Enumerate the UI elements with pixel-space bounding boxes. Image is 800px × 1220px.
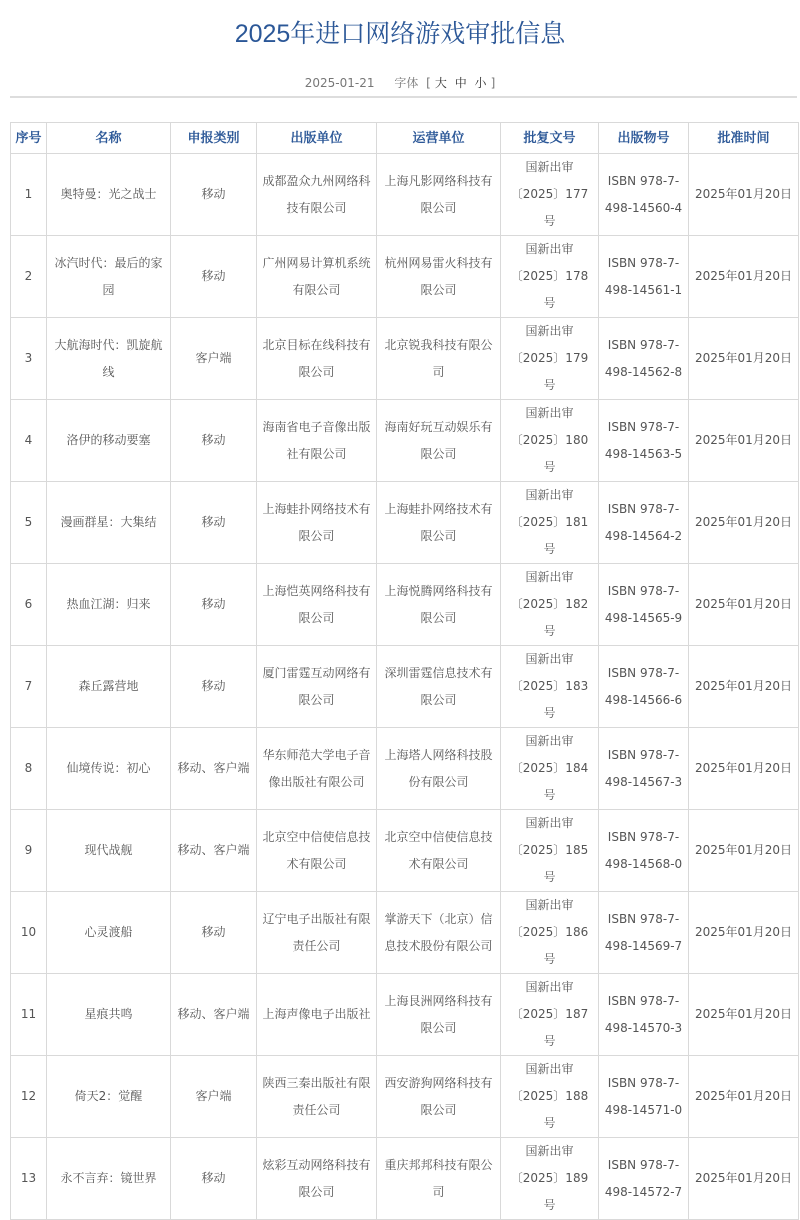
row-number-cell: 10 [11,892,47,974]
font-size-medium[interactable]: 中 [454,76,467,90]
approval-date-cell: 2025年01月20日 [689,728,799,810]
approval-table [10,122,799,1220]
table-row [11,154,799,236]
publisher-cell: 广州网易计算机系统有限公司 [257,236,377,318]
operator-cell: 深圳雷霆信息技术有限公司 [377,646,501,728]
isbn-cell: ISBN 978-7-498-14560-4 [599,154,689,236]
table-row [11,400,799,482]
approval-date-cell: 2025年01月20日 [689,892,799,974]
approval-number-cell: 国新出审〔2025〕177号 [501,154,599,236]
approval-number-cell: 国新出审〔2025〕188号 [501,1056,599,1138]
table-row [11,318,799,400]
category-cell: 移动 [171,564,257,646]
approval-date-cell: 2025年01月20日 [689,810,799,892]
publisher-cell: 华东师范大学电子音像出版社有限公司 [257,728,377,810]
approval-number-cell: 国新出审〔2025〕189号 [501,1138,599,1220]
approval-number-cell: 国新出审〔2025〕183号 [501,646,599,728]
publisher-cell: 北京目标在线科技有限公司 [257,318,377,400]
category-cell: 移动 [171,154,257,236]
publisher-cell: 厦门雷霆互动网络有限公司 [257,646,377,728]
table-row [11,728,799,810]
column-header-operator: 运营单位 [377,123,501,154]
approval-date-cell: 2025年01月20日 [689,482,799,564]
operator-cell: 掌游天下（北京）信息技术股份有限公司 [377,892,501,974]
category-cell: 移动 [171,236,257,318]
row-number-cell: 9 [11,810,47,892]
approval-date-cell: 2025年01月20日 [689,400,799,482]
publisher-cell: 辽宁电子出版社有限责任公司 [257,892,377,974]
column-header-row-number: 序号 [11,123,47,154]
game-name-cell: 大航海时代：凯旋航线 [47,318,171,400]
column-header-approval-number: 批复文号 [501,123,599,154]
game-name-cell: 倚天2：觉醒 [47,1056,171,1138]
table-row [11,974,799,1056]
category-cell: 移动 [171,1138,257,1220]
approval-number-cell: 国新出审〔2025〕181号 [501,482,599,564]
operator-cell: 北京锐我科技有限公司 [377,318,501,400]
article-meta [0,74,800,91]
operator-cell: 西安游狗网络科技有限公司 [377,1056,501,1138]
table-row [11,810,799,892]
approval-number-cell: 国新出审〔2025〕184号 [501,728,599,810]
operator-cell: 重庆邦邦科技有限公司 [377,1138,501,1220]
approval-date-cell: 2025年01月20日 [689,564,799,646]
page-title: 2025年进口网络游戏审批信息 [234,20,566,48]
row-number-cell: 5 [11,482,47,564]
approval-date-cell: 2025年01月20日 [689,154,799,236]
row-number-cell: 7 [11,646,47,728]
column-header-game-name: 名称 [47,123,171,154]
category-cell: 移动 [171,482,257,564]
table-row [11,564,799,646]
category-cell: 移动、客户端 [171,974,257,1056]
publisher-cell: 北京空中信使信息技术有限公司 [257,810,377,892]
category-cell: 移动 [171,646,257,728]
approval-number-cell: 国新出审〔2025〕182号 [501,564,599,646]
isbn-cell: ISBN 978-7-498-14564-2 [599,482,689,564]
game-name-cell: 漫画群星：大集结 [47,482,171,564]
operator-cell: 上海塔人网络科技股份有限公司 [377,728,501,810]
approval-number-cell: 国新出审〔2025〕180号 [501,400,599,482]
publisher-cell: 陕西三秦出版社有限责任公司 [257,1056,377,1138]
table-header [11,123,799,154]
approval-date-cell: 2025年01月20日 [689,1056,799,1138]
operator-cell: 上海悦腾网络科技有限公司 [377,564,501,646]
font-size-small[interactable]: 小 [474,76,487,90]
category-cell: 移动 [171,400,257,482]
approval-date-cell: 2025年01月20日 [689,1138,799,1220]
category-cell: 移动、客户端 [171,810,257,892]
row-number-cell: 4 [11,400,47,482]
approval-number-cell: 国新出审〔2025〕179号 [501,318,599,400]
game-name-cell: 星痕共鸣 [47,974,171,1056]
game-name-cell: 冰汽时代：最后的家园 [47,236,171,318]
isbn-cell: ISBN 978-7-498-14572-7 [599,1138,689,1220]
table-row [11,1056,799,1138]
operator-cell: 上海艮洲网络科技有限公司 [377,974,501,1056]
category-cell: 移动 [171,892,257,974]
column-header-isbn: 出版物号 [599,123,689,154]
approval-number-cell: 国新出审〔2025〕186号 [501,892,599,974]
publish-date: 2025-01-21 [304,76,375,90]
font-size-label: 字体 [394,76,419,90]
row-number-cell: 6 [11,564,47,646]
row-number-cell: 2 [11,236,47,318]
publisher-cell: 上海恺英网络科技有限公司 [257,564,377,646]
publisher-cell: 成都盈众九州网络科技有限公司 [257,154,377,236]
approval-number-cell: 国新出审〔2025〕178号 [501,236,599,318]
publisher-cell: 上海蛙扑网络技术有限公司 [257,482,377,564]
approval-date-cell: 2025年01月20日 [689,318,799,400]
table-row [11,236,799,318]
isbn-cell: ISBN 978-7-498-14569-7 [599,892,689,974]
operator-cell: 北京空中信使信息技术有限公司 [377,810,501,892]
publisher-cell: 上海声像电子出版社 [257,974,377,1056]
row-number-cell: 12 [11,1056,47,1138]
game-name-cell: 洛伊的移动要塞 [47,400,171,482]
isbn-cell: ISBN 978-7-498-14561-1 [599,236,689,318]
game-name-cell: 热血江湖：归来 [47,564,171,646]
game-name-cell: 森丘露营地 [47,646,171,728]
row-number-cell: 1 [11,154,47,236]
table-row [11,892,799,974]
operator-cell: 海南好玩互动娱乐有限公司 [377,400,501,482]
game-name-cell: 永不言弃：镜世界 [47,1138,171,1220]
isbn-cell: ISBN 978-7-498-14567-3 [599,728,689,810]
operator-cell: 上海凡影网络科技有限公司 [377,154,501,236]
game-name-cell: 仙境传说：初心 [47,728,171,810]
approval-number-cell: 国新出审〔2025〕187号 [501,974,599,1056]
row-number-cell: 3 [11,318,47,400]
isbn-cell: ISBN 978-7-498-14571-0 [599,1056,689,1138]
table-row [11,646,799,728]
operator-cell: 上海蛙扑网络技术有限公司 [377,482,501,564]
approval-number-cell: 国新出审〔2025〕185号 [501,810,599,892]
row-number-cell: 8 [11,728,47,810]
isbn-cell: ISBN 978-7-498-14562-8 [599,318,689,400]
table-row [11,482,799,564]
publisher-cell: 海南省电子音像出版社有限公司 [257,400,377,482]
category-cell: 客户端 [171,1056,257,1138]
table-row [11,1138,799,1220]
isbn-cell: ISBN 978-7-498-14566-6 [599,646,689,728]
approval-date-cell: 2025年01月20日 [689,236,799,318]
font-size-large[interactable]: 大 [434,76,447,90]
isbn-cell: ISBN 978-7-498-14570-3 [599,974,689,1056]
game-name-cell: 现代战舰 [47,810,171,892]
column-header-category: 申报类别 [171,123,257,154]
publisher-cell: 炫彩互动网络科技有限公司 [257,1138,377,1220]
approval-date-cell: 2025年01月20日 [689,974,799,1056]
category-cell: 客户端 [171,318,257,400]
bracket-close: ] [490,76,496,90]
isbn-cell: ISBN 978-7-498-14565-9 [599,564,689,646]
divider [10,96,797,98]
row-number-cell: 13 [11,1138,47,1220]
operator-cell: 杭州网易雷火科技有限公司 [377,236,501,318]
row-number-cell: 11 [11,974,47,1056]
column-header-publisher: 出版单位 [257,123,377,154]
isbn-cell: ISBN 978-7-498-14568-0 [599,810,689,892]
bracket-open: [ [426,76,431,90]
game-name-cell: 奥特曼：光之战士 [47,154,171,236]
approval-date-cell: 2025年01月20日 [689,646,799,728]
isbn-cell: ISBN 978-7-498-14563-5 [599,400,689,482]
column-header-approval-date: 批准时间 [689,123,799,154]
game-name-cell: 心灵渡船 [47,892,171,974]
category-cell: 移动、客户端 [171,728,257,810]
